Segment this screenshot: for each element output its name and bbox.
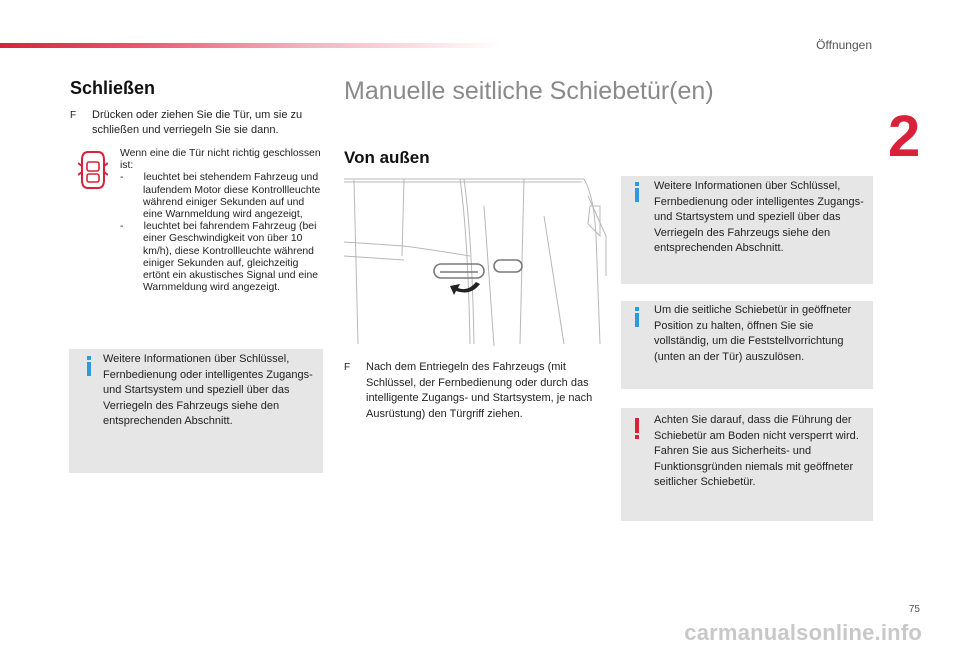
info-box-right-1-text: Weitere Informationen über Schlüssel, Fernbedienung oder intelligentes Zugangs- und Startsystem und speziell über das Verriegeln des Fahrzeugs siehe den entsprechenden Abschnitt. bbox=[654, 180, 864, 254]
info-box-right-1 bbox=[621, 176, 873, 284]
bullet-mark: F bbox=[70, 110, 77, 121]
sliding-door-illustration bbox=[344, 176, 608, 346]
page-number: 75 bbox=[908, 604, 920, 615]
info-box-left-text: Weitere Informationen über Schlüssel, Fernbedienung oder intelligentes Zugangs- und Startsystem und speziell über das Verriegeln des Fahrzeugs siehe den entsprechenden Abschnitt. bbox=[103, 353, 313, 427]
bullet-mark: F bbox=[344, 362, 351, 373]
warning-intro: Wenn eine die Tür nicht richtig geschlossen ist: bbox=[120, 148, 321, 172]
door-open-warning-icon bbox=[78, 150, 108, 190]
watermark: carmanualsonline.info bbox=[684, 620, 922, 645]
heading-schliessen: Schließen bbox=[70, 78, 156, 98]
bullet-text: Drücken oder ziehen Sie die Tür, um sie zu schließen und verriegeln Sie sie dann. bbox=[92, 109, 303, 136]
section-title: Öffnungen bbox=[816, 38, 872, 52]
bullet-text: Nach dem Entriegeln des Fahrzeugs (mit Schlüssel, der Fernbedienung oder durch das intelligente Zugangs- und Startsystem, je nach Ausrüstung) den Türgriff ziehen. bbox=[366, 361, 593, 420]
info-box-right-2 bbox=[621, 301, 873, 389]
subheading-von-aussen: Von außen bbox=[344, 148, 430, 167]
warning-text bbox=[120, 148, 325, 294]
info-box-right-2-text: Um die seitliche Schiebetür in geöffneter Position zu halten, öffnen Sie sie vollständig, um die Feststellvorrichtung (unten an der Tür) auszulösen. bbox=[654, 304, 852, 363]
bullet-pull-handle bbox=[344, 360, 606, 422]
header-accent-bar bbox=[0, 43, 500, 48]
chapter-number: 2 bbox=[888, 104, 921, 169]
warning-item-1: - leuchtet bei stehendem Fahrzeug und laufendem Motor diese Kontrollleuchte während einiger Sekunden auf und eine Warnmeldung wird angezeigt, bbox=[120, 172, 321, 221]
warning-item-2: - leuchtet bei fahrendem Fahrzeug (bei einer Geschwindigkeit von über 10 km/h), diese Kontrollleuchte während einiger Sekunden auf, gleichzeitig ertönt ein akustisches Signal und eine Warnmeldung wird angezeigt. bbox=[120, 221, 319, 294]
page-title: Manuelle seitliche Schiebetür(en) bbox=[344, 77, 714, 105]
info-box-left bbox=[69, 349, 323, 473]
bullet-close-door bbox=[70, 108, 325, 138]
info-icon bbox=[633, 182, 641, 202]
info-icon bbox=[85, 356, 93, 376]
warning-box-right-3-text: Achten Sie darauf, dass die Führung der Schiebetür am Boden nicht versperrt wird. Fahren Sie aus Sicherheits- und Funktionsgründen niemals mit geöffneter seitlicher Schiebetür. bbox=[654, 414, 859, 488]
info-icon bbox=[633, 307, 641, 327]
warning-box-right-3 bbox=[621, 408, 873, 521]
exclamation-icon bbox=[633, 418, 641, 440]
